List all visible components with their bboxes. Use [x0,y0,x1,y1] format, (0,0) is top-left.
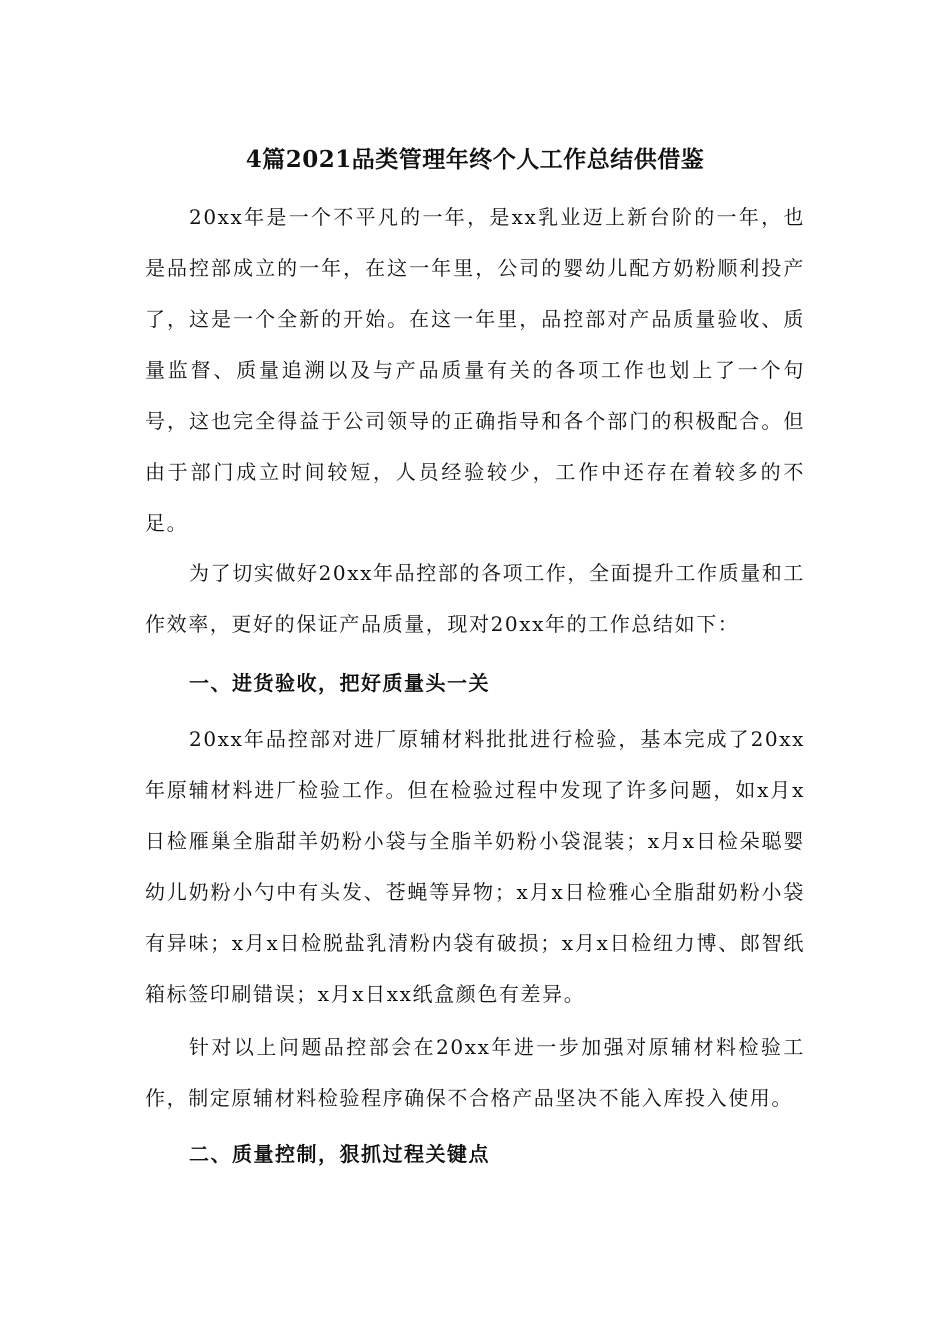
paragraph-intro: 20xx年是一个不平凡的一年，是xx乳业迈上新台阶的一年，也是品控部成立的一年，在这一年里，公司的婴幼儿配方奶粉顺利投产了，这是一个全新的开始。在这一年里，品控部对产品质量验收、质量监督、质量追溯以及与产品质量有关的各项工作也划上了一个句号，这也完全得益于公司领导的正确指导和各个部门的积极配合。但由于部门成立时间较短，人员经验较少，工作中还存在着较多的不足。 [145,205,805,535]
paragraph-purpose: 为了切实做好20xx年品控部的各项工作，全面提升工作质量和工作效率，更好的保证产品质量，现对20xx年的工作总结如下： [145,561,806,636]
paragraph-improvement: 针对以上问题品控部会在20xx年进一步加强对原辅材料检验工作，制定原辅材料检验程序确保不合格产品坚决不能入库投入使用。 [145,1035,805,1110]
section-heading-1: 一、进货验收，把好质量头一关 [189,671,490,695]
paragraph-incoming-inspection: 20xx年品控部对进厂原辅材料批批进行检验，基本完成了20xx年原辅材料进厂检验工作。但在检验过程中发现了许多问题，如x月x日检雁巢全脂甜羊奶粉小袋与全脂羊奶粉小袋混装；x月x日检朵聪婴幼儿奶粉小勺中有头发、苍蝇等异物；x月x日检雅心全脂甜奶粉小袋有异味；x月x日检脱盐乳清粉内袋有破损；x月x日检纽力博、郎智纸箱标签印刷错误；x月x日xx纸盒颜色有差异。 [145,727,805,1006]
document-title: 4篇2021品类管理年终个人工作总结供借鉴 [245,146,705,173]
section-heading-2: 二、质量控制，狠抓过程关键点 [189,1142,490,1166]
